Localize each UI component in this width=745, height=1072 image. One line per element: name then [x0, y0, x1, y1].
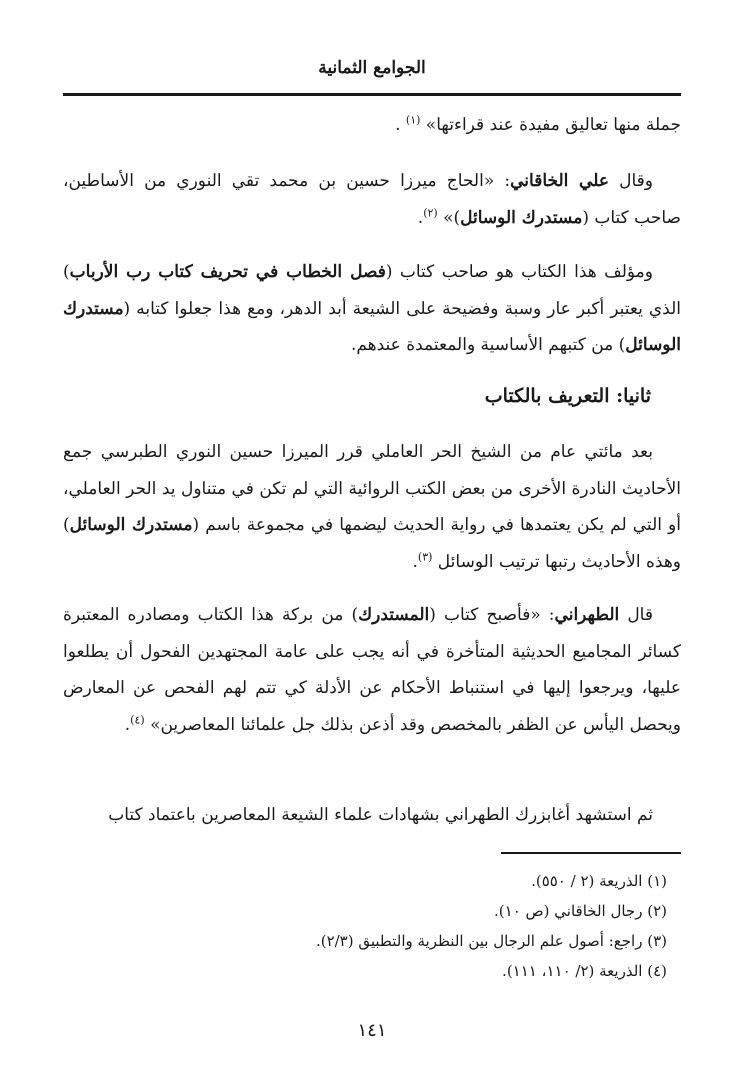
paragraph-5-text-c: : «فأصبح كتاب ( [429, 605, 555, 625]
author-name-tehrani: الطهراني [554, 605, 620, 625]
footnote-ref-2[interactable]: (٢) [423, 205, 438, 219]
footnote-ref-4[interactable]: (٤) [130, 712, 145, 726]
paragraph-6-text: ثم استشهد أغابزرك الطهراني بشهادات علماء الشيعة المعاصرين باعتماد كتاب [108, 805, 653, 825]
paragraph-5-text-e: ) من بركة هذا الكتاب ومصادره المعتبرة كسائر المجاميع الحديثية المتأخرة في أنه يجب على عامة المجتهدين الفحول أن يطلعوا عليها، ويرجعوا إليها في استنباط الأحكام عن الأدلة كي تتم لهم الفحص عن المعارض ويحصل اليأس عن الظفر بالمخصص وقد أذعن بذلك جل علمائنا المعاصرين» [63, 605, 681, 735]
paragraph-2-text-e: )» [437, 207, 461, 228]
footnote-item: (١) الذريعة (٢ / ٥٥٠). [531, 872, 667, 890]
paragraph-1-text: جملة منها تعاليق مفيدة عند قراءتها» [420, 115, 681, 135]
page-number: ١٤١ [357, 1020, 387, 1041]
footnotes-list [63, 866, 667, 986]
paragraph-5 [63, 597, 681, 743]
book-title-mustadrak: مستدرك الوسائل [69, 515, 193, 535]
book-title-fasl-al-khitab: فصل الخطاب في تحريف كتاب رب الأرباب [69, 262, 386, 282]
running-header-title: الجوامع الثمانية [318, 58, 426, 78]
header-rule [63, 93, 681, 96]
paragraph-3 [63, 254, 681, 364]
author-name-khaqani: علي الخاقاني [510, 171, 609, 191]
book-title-mustadrak: مستدرك الوسائل [460, 207, 583, 228]
paragraph-2-text-c: : «الحاج ميرزا حسين بن محمد تقي النوري من الأساطين، صاحب كتاب ( [63, 171, 681, 228]
paragraph-3-text-a: ومؤلف هذا الكتاب هو صاحب كتاب ( [385, 262, 653, 282]
paragraph-2-text-a: وقال [608, 171, 653, 191]
footnote-item: (٤) الذريعة (٢/ ١١٠، ١١١). [502, 962, 667, 980]
paragraph-5-text-a: قال [619, 605, 653, 625]
book-title-mustadrak-short: المستدرك [358, 605, 430, 625]
paragraph-1-tail: . [395, 115, 406, 135]
paragraph-6 [63, 797, 681, 834]
footnote-item: (٣) راجع: أصول علم الرجال بين النظرية والتطبيق (٢/٣). [315, 932, 667, 950]
paragraph-4 [63, 434, 681, 580]
paragraph-2 [63, 163, 681, 236]
section-heading: ثانيا: التعريف بالكتاب [484, 385, 651, 407]
book-title-mustadrak: مستدرك الوسائل [63, 298, 681, 355]
book-page [63, 0, 681, 1072]
footnote-item: (٢) رجال الخاقاني (ص ١٠). [494, 902, 667, 920]
paragraph-3-text-c: ) الذي يعتبر أكبر عار وسبة وفضيحة على الشيعة أبد الدهر، ومع هذا جعلوا كتابه ( [63, 262, 681, 319]
paragraph-3-text-e: ) من كتبهم الأساسية والمعتمدة عندهم. [350, 335, 626, 355]
footnote-ref-1[interactable]: (١) [405, 113, 421, 127]
footnote-ref-3[interactable]: (٣) [417, 549, 433, 563]
footnote-rule [501, 852, 681, 854]
paragraph-4-text-c: ) وهذه الأحاديث رتبها ترتيب الوسائل [63, 515, 681, 572]
paragraph-4-tail: . [412, 551, 418, 572]
paragraph-5-tail: . [124, 714, 131, 735]
paragraph-2-tail: . [417, 207, 424, 228]
paragraph-1 [63, 107, 681, 144]
paragraph-4-text-a: بعد مائتي عام من الشيخ الحر العاملي قرر الميرزا حسين النوري الطبرسي جمع الأحاديث النادرة الأخرى من بعض الكتب الروائية التي لم تكن في متناول يد الحر العاملي، أو التي لم يكن يعتمدها في رواية الحديث ليضمها في مجموعة باسم ( [63, 442, 681, 535]
